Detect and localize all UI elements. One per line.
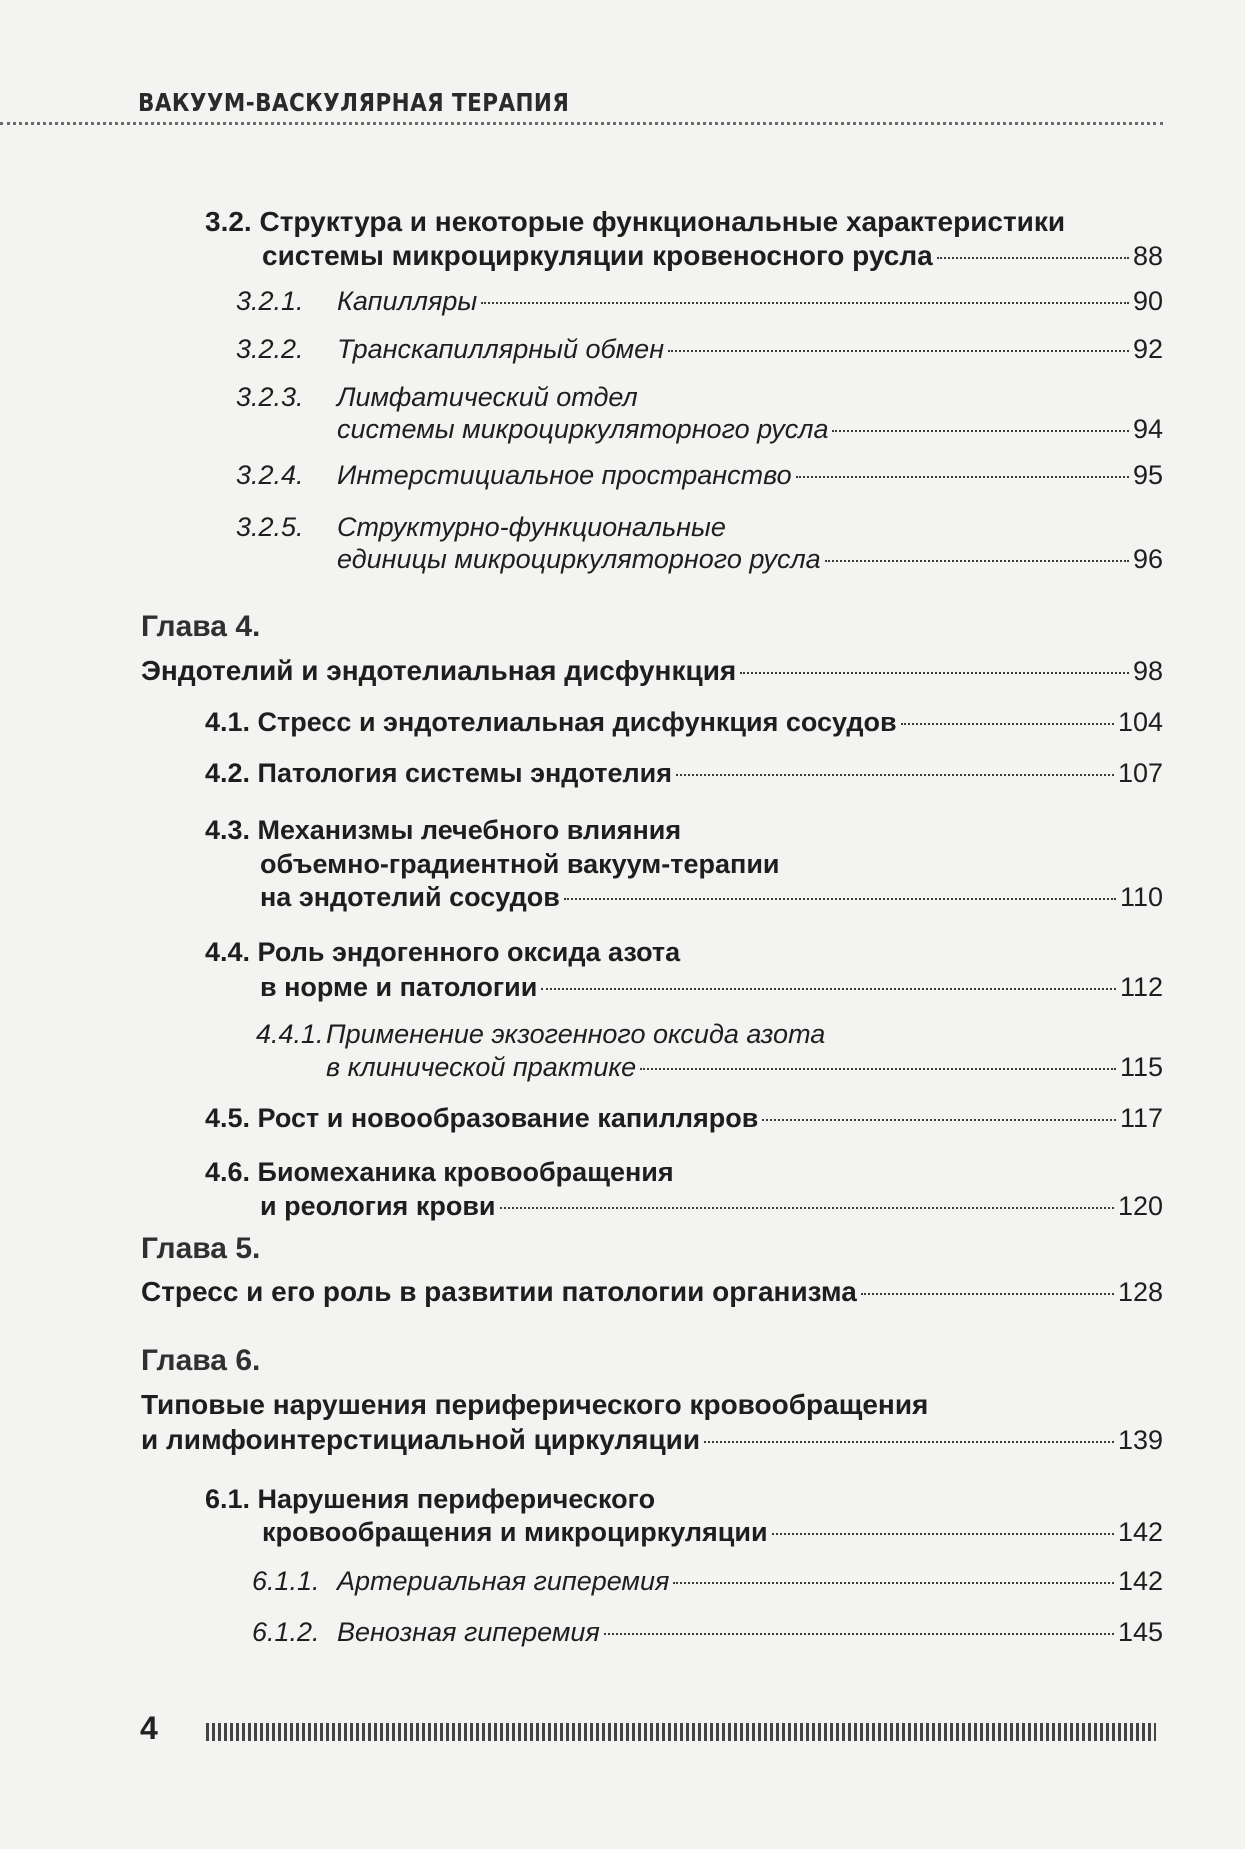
- toc-entry-3-2-3-line1: Лимфатический отдел: [337, 382, 638, 412]
- toc-page-number: 120: [1117, 1191, 1163, 1221]
- toc-entry-title: и реология крови: [260, 1191, 496, 1221]
- dot-leader: [564, 898, 1116, 900]
- dot-leader: [640, 1068, 1116, 1070]
- toc-entry-4-1[interactable]: [205, 707, 1163, 738]
- toc-entry-title: Венозная гиперемия: [337, 1617, 600, 1647]
- toc-page-number: 92: [1132, 334, 1163, 364]
- toc-entry-title: в норме и патологии: [260, 972, 538, 1002]
- toc-entry-4-2[interactable]: [205, 758, 1163, 789]
- toc-chapter-6[interactable]: [141, 1424, 1163, 1456]
- toc-entry-title: Капилляры: [337, 286, 478, 316]
- toc-chapter-4[interactable]: [141, 655, 1163, 687]
- dot-leader: [825, 560, 1129, 562]
- toc-entry-title: единицы микроциркуляторного русла: [337, 544, 821, 574]
- dot-leader: [541, 988, 1116, 990]
- toc-entry-4-6[interactable]: [260, 1191, 1163, 1222]
- toc-entry-3-2-5-number: 3.2.5.: [236, 512, 304, 542]
- toc-entry-title: Артериальная гиперемия: [337, 1566, 670, 1596]
- toc-entry-3-2-4-number: 3.2.4.: [236, 460, 304, 490]
- toc-page-number: 96: [1132, 544, 1163, 574]
- toc-entry-title: Стресс и его роль в развитии патологии организма: [141, 1276, 857, 1307]
- toc-entry-3-2-2-number: 3.2.2.: [236, 334, 304, 364]
- toc-page-number: 104: [1117, 707, 1163, 737]
- toc-page-number: 112: [1119, 972, 1163, 1002]
- toc-page-number: 94: [1132, 414, 1163, 444]
- toc-page-number: 139: [1117, 1425, 1163, 1455]
- toc-entry-title: Транскапиллярный обмен: [337, 334, 665, 364]
- dot-leader: [500, 1207, 1114, 1209]
- toc-entry-title: системы микроциркуляторного русла: [337, 414, 829, 444]
- footer-striped-bar: [206, 1723, 1156, 1741]
- toc-page-number: 128: [1117, 1277, 1163, 1307]
- toc-entry-3-2-3-number: 3.2.3.: [236, 382, 304, 412]
- toc-entry-3-2-3[interactable]: [337, 414, 1163, 445]
- toc-entry-6-1-2[interactable]: [337, 1617, 1163, 1648]
- toc-entry-6-1[interactable]: [262, 1517, 1163, 1548]
- dot-leader: [673, 1582, 1114, 1584]
- page-footer: [140, 1710, 1165, 1750]
- dot-leader: [832, 430, 1128, 432]
- toc-entry-4-3[interactable]: [260, 882, 1163, 913]
- dot-leader: [604, 1633, 1114, 1635]
- toc-entry-title: системы микроциркуляции кровеносного русла: [262, 240, 933, 271]
- toc-entry-title: Интерстициальное пространство: [337, 460, 792, 490]
- dot-leader: [740, 672, 1129, 674]
- toc-entry-title: в клинической практике: [326, 1052, 637, 1082]
- chapter-5-label: Глава 5.: [141, 1232, 261, 1265]
- toc-entry-title: 4.1. Стресс и эндотелиальная дисфункция сосудов: [205, 707, 897, 737]
- dot-leader: [762, 1119, 1116, 1121]
- dot-leader: [937, 257, 1129, 259]
- toc-chapter-6-line1: Типовые нарушения периферического кровообращения: [141, 1389, 929, 1420]
- dot-leader: [796, 476, 1129, 478]
- dot-leader: [861, 1293, 1114, 1295]
- toc-page-number: 117: [1119, 1103, 1163, 1133]
- dot-leader: [901, 723, 1114, 725]
- toc-entry-4-4-1[interactable]: [326, 1052, 1163, 1083]
- toc-entry-title: на эндотелий сосудов: [260, 882, 560, 912]
- toc-entry-3-2-4[interactable]: [337, 460, 1163, 491]
- toc-entry-6-1-1[interactable]: [337, 1566, 1163, 1597]
- toc-entry-6-1-1-number: 6.1.1.: [252, 1566, 320, 1596]
- dot-leader: [704, 1441, 1114, 1443]
- toc-entry-4-3-line2: объемно-градиентной вакуум-терапии: [260, 849, 780, 879]
- dot-leader: [676, 774, 1114, 776]
- header-dotted-rule: [0, 122, 1163, 125]
- toc-entry-6-1-line1: 6.1. Нарушения периферического: [205, 1484, 656, 1514]
- toc-entry-3-2-1-number: 3.2.1.: [236, 286, 304, 316]
- toc-chapter-5[interactable]: [141, 1276, 1163, 1308]
- toc-entry-title: Эндотелий и эндотелиальная дисфункция: [141, 655, 737, 686]
- toc-page-number: 107: [1117, 758, 1163, 788]
- toc-page-number: 110: [1119, 882, 1163, 912]
- toc-page-number: 90: [1132, 286, 1163, 316]
- toc-entry-3-2-1[interactable]: [337, 286, 1163, 317]
- chapter-4-label: Глава 4.: [141, 610, 261, 643]
- toc-entry-title: кровообращения и микроциркуляции: [262, 1517, 768, 1547]
- toc-entry-4-4-1-line1: Применение экзогенного оксида азота: [326, 1019, 826, 1049]
- toc-entry-3-2-2[interactable]: [337, 334, 1163, 365]
- toc-entry-title: и лимфоинтерстициальной циркуляции: [141, 1424, 701, 1455]
- dot-leader: [481, 302, 1129, 304]
- toc-page-number: 145: [1117, 1617, 1163, 1647]
- toc-entry-4-5[interactable]: [205, 1103, 1163, 1134]
- toc-entry-4-4-1-number: 4.4.1.: [256, 1019, 324, 1049]
- toc-entry-3-2-line1: 3.2. Структура и некоторые функциональные характеристики: [205, 206, 1066, 237]
- toc-page-number: 95: [1132, 460, 1163, 490]
- toc-entry-4-3-line1: 4.3. Механизмы лечебного влияния: [205, 815, 682, 845]
- toc-page-number: 88: [1132, 241, 1163, 271]
- toc-page-number: 98: [1132, 656, 1163, 686]
- dot-leader: [772, 1533, 1114, 1535]
- chapter-6-label: Глава 6.: [141, 1344, 261, 1377]
- toc-page-number: 115: [1119, 1052, 1163, 1082]
- toc-entry-title: 4.2. Патология системы эндотелия: [205, 758, 673, 788]
- toc-entry-3-2[interactable]: [262, 240, 1163, 272]
- toc-entry-4-4[interactable]: [260, 972, 1163, 1003]
- toc-entry-4-4-line1: 4.4. Роль эндогенного оксида азота: [205, 937, 681, 967]
- toc-entry-title: 4.5. Рост и новообразование капилляров: [205, 1103, 759, 1133]
- toc-page-number: 142: [1117, 1566, 1163, 1596]
- dot-leader: [668, 350, 1129, 352]
- running-title: ВАКУУМ-ВАСКУЛЯРНАЯ ТЕРАПИЯ: [138, 88, 570, 117]
- toc-entry-6-1-2-number: 6.1.2.: [252, 1617, 320, 1647]
- toc-page-number: 142: [1117, 1517, 1163, 1547]
- page-number: 4: [140, 1710, 158, 1746]
- toc-entry-3-2-5[interactable]: [337, 544, 1163, 575]
- toc-entry-4-6-line1: 4.6. Биомеханика кровообращения: [205, 1157, 674, 1187]
- toc-entry-3-2-5-line1: Структурно-функциональные: [337, 512, 726, 542]
